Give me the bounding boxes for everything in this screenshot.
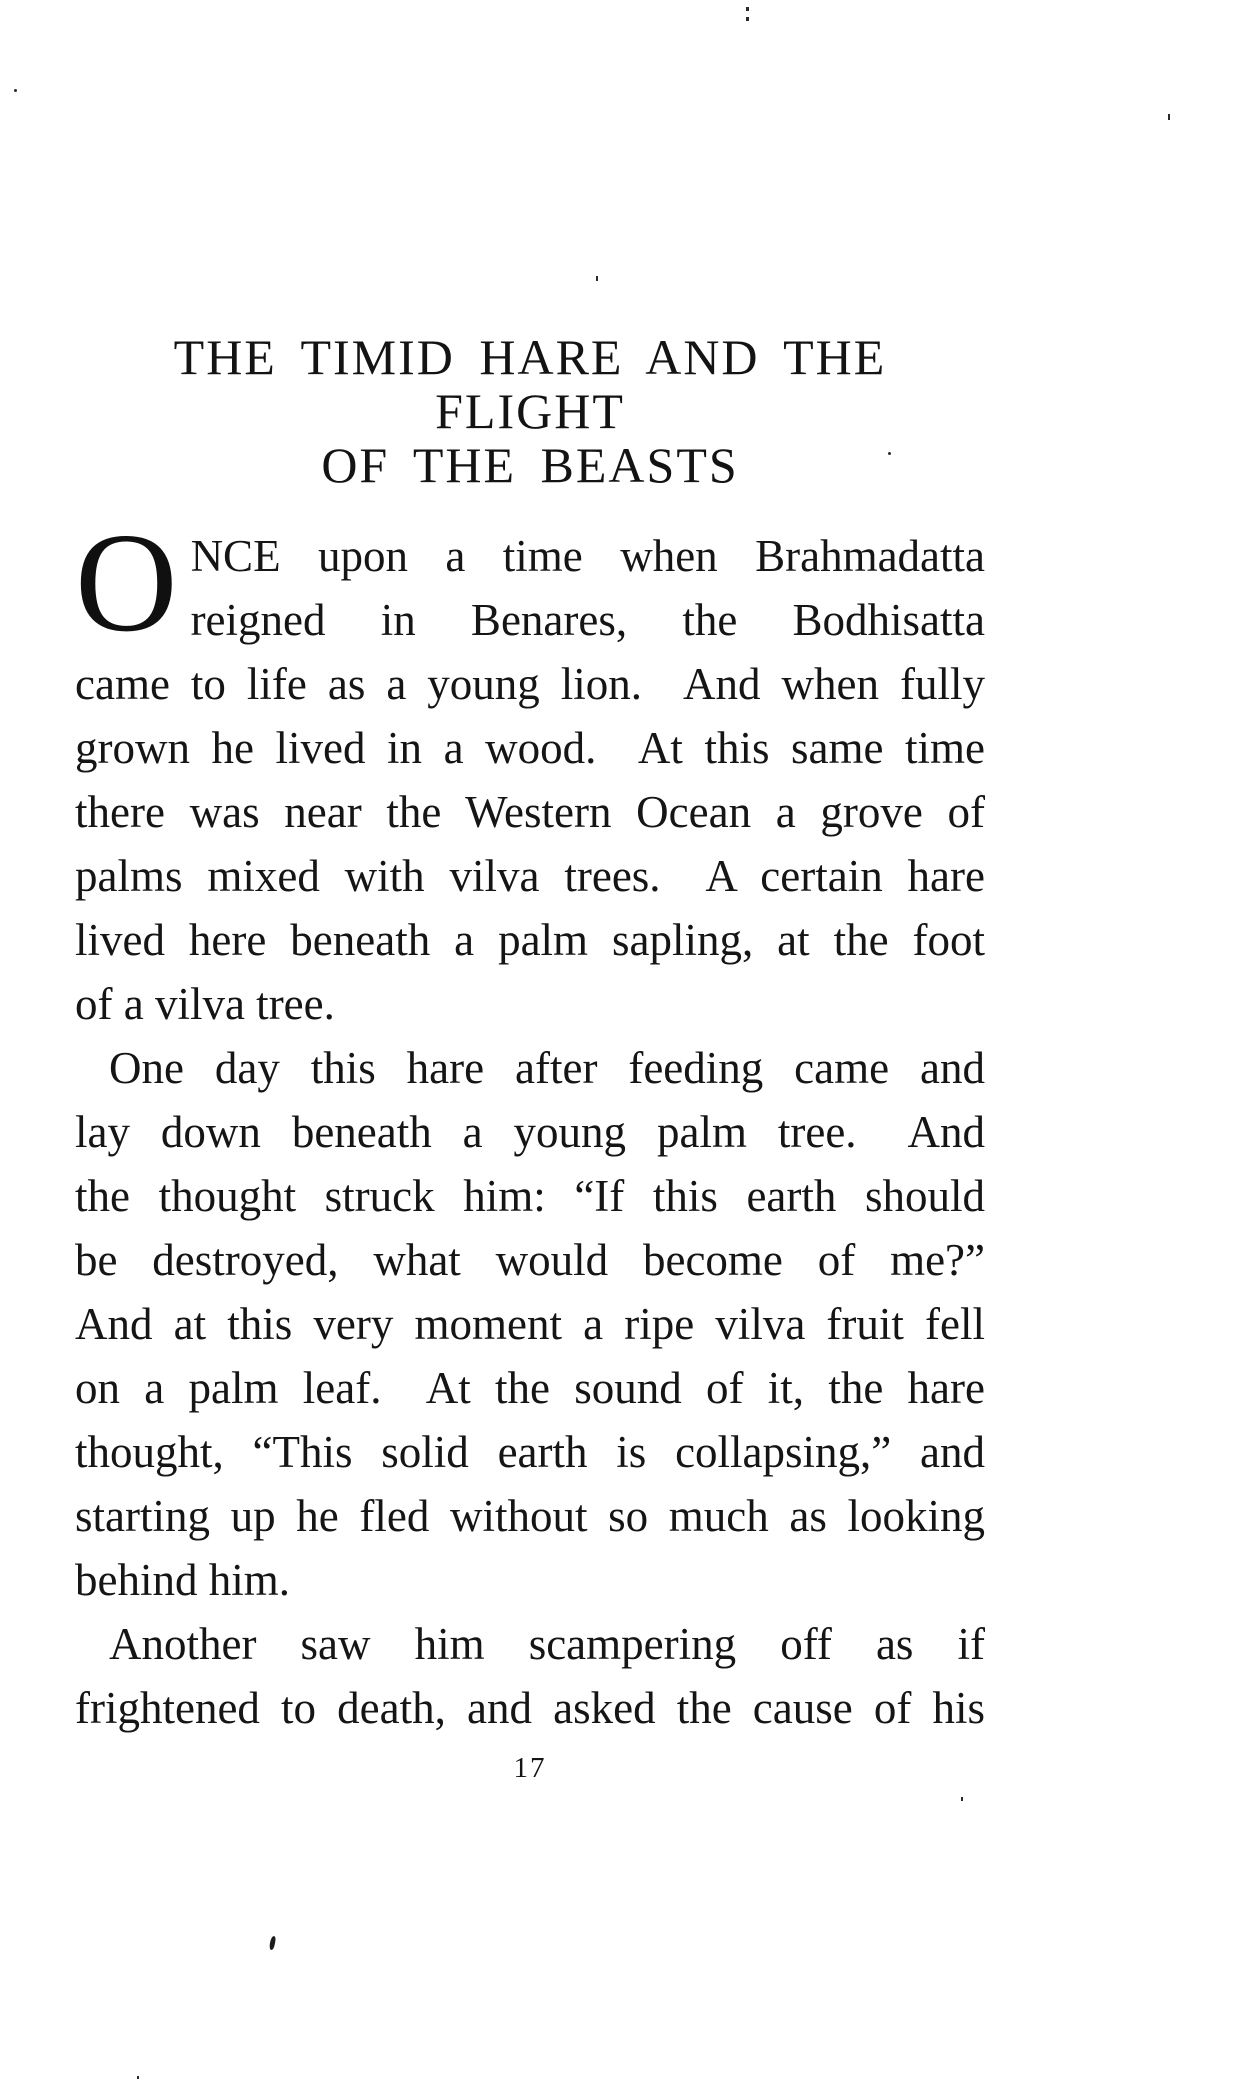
paragraph-2	[75, 1036, 985, 1612]
text-line: starting up he fled without so much as looking	[75, 1491, 985, 1541]
scan-speck	[596, 276, 598, 281]
text-line: the thought struck him: “If this earth should	[75, 1171, 985, 1221]
text-line: grown he lived in a wood. At this same time	[75, 723, 985, 773]
text-line: Another saw him scampering off as if	[109, 1619, 985, 1669]
text-line: reigned in Benares, the Bodhisatta	[190, 595, 985, 645]
chapter-title-line1: THE TIMID HARE AND THE FLIGHT	[173, 329, 887, 439]
text-line: One day this hare after feeding came and	[109, 1043, 985, 1093]
scan-speck	[269, 1936, 276, 1951]
scan-speck	[961, 1797, 963, 1801]
text-line: thought, “This solid earth is collapsing,” and	[75, 1427, 985, 1477]
text-line: NCE upon a time when Brahmadatta	[190, 531, 985, 581]
drop-cap: O	[75, 503, 178, 661]
scan-speck	[14, 89, 17, 92]
text-line: be destroyed, what would become of me?”	[75, 1235, 985, 1285]
page-content	[75, 330, 985, 1788]
scan-speck	[746, 7, 749, 11]
paragraph-1	[75, 503, 985, 1036]
text-line: of a vilva tree.	[75, 979, 335, 1029]
text-line: on a palm leaf. At the sound of it, the hare	[75, 1363, 985, 1413]
text-line: lived here beneath a palm sapling, at the foot	[75, 915, 985, 965]
text-line: lay down beneath a young palm tree. And	[75, 1107, 985, 1157]
scan-speck	[888, 452, 891, 455]
text-line: frightened to death, and asked the cause of his	[75, 1683, 985, 1733]
text-line: came to life as a young lion. And when fully	[75, 659, 985, 709]
text-line: behind him.	[75, 1555, 290, 1605]
text-line: palms mixed with vilva trees. A certain hare	[75, 851, 985, 901]
text-line: there was near the Western Ocean a grove of	[75, 787, 985, 837]
scan-speck	[1168, 114, 1170, 120]
text-line: And at this very moment a ripe vilva fruit fell	[75, 1299, 985, 1349]
scan-speck	[137, 2076, 139, 2079]
story-text	[75, 503, 985, 1740]
paragraph-3	[75, 1612, 985, 1740]
chapter-title	[75, 330, 985, 492]
chapter-title-line2: OF THE BEASTS	[321, 437, 739, 493]
page-number: 17	[513, 1752, 547, 1784]
